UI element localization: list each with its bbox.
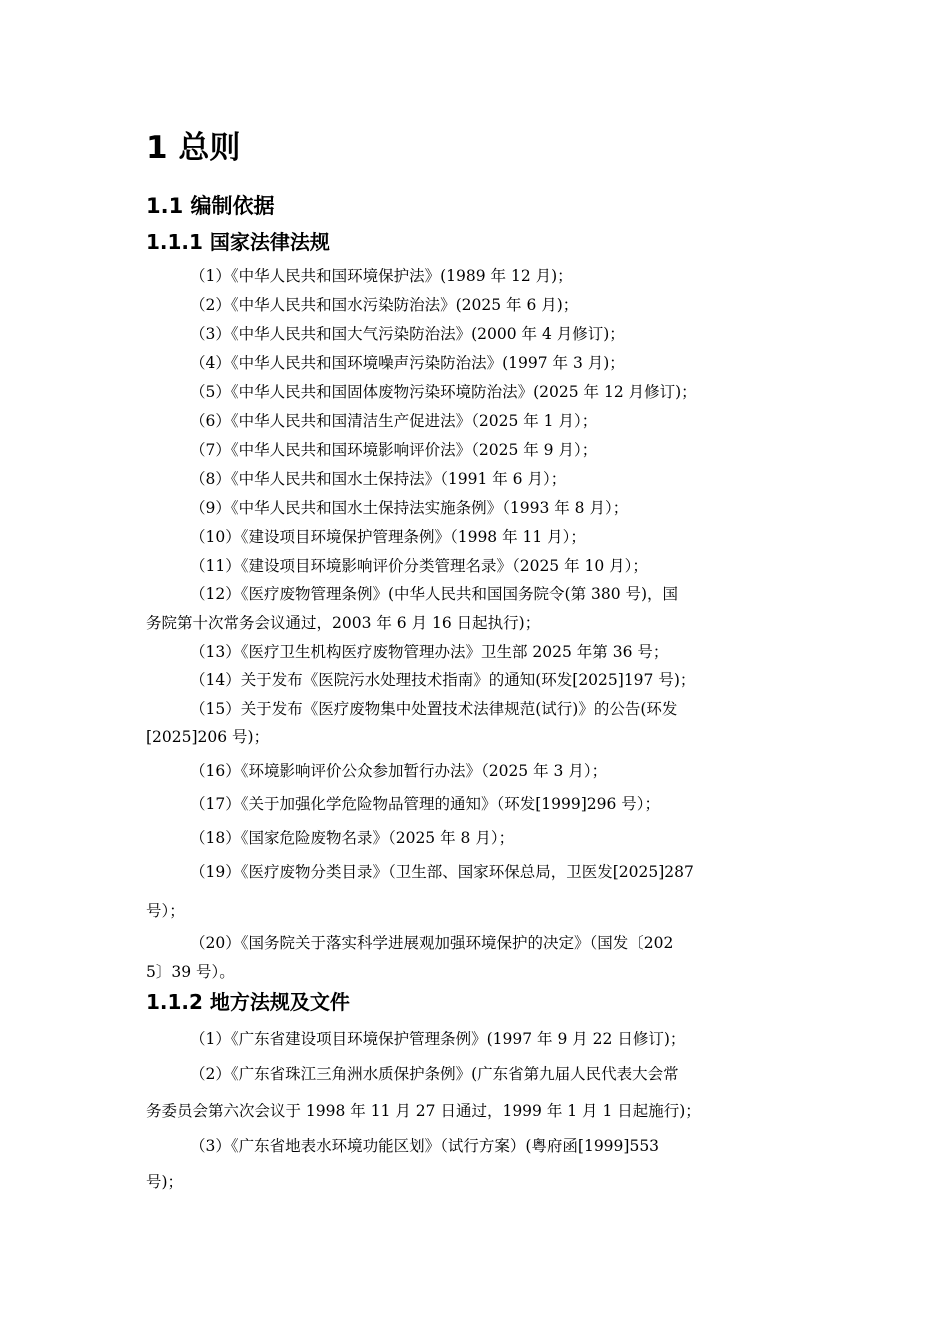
- list-item: （5）《中华人民共和国固体废物污染环境防治法》(2025 年 12 月修订)；: [190, 383, 697, 401]
- list-item: （2）《中华人民共和国水污染防治法》(2025 年 6 月)；: [190, 296, 579, 314]
- subsection-title-local: 1.1.2 地方法规及文件: [146, 990, 350, 1014]
- list-item: （20）《国务院关于落实科学进展观加强环境保护的决定》（国发〔202: [190, 934, 674, 952]
- subsection-title-national: 1.1.1 国家法律法规: [146, 230, 330, 254]
- list-item: （3）《中华人民共和国大气污染防治法》(2000 年 4 月修订)；: [190, 325, 625, 343]
- list-item-continuation: 务院第十次常务会议通过，2003 年 6 月 16 日起执行)；: [146, 614, 541, 632]
- list-item: （11）《建设项目环境影响评价分类管理名录》（2025 年 10 月）；: [190, 557, 648, 575]
- list-item-continuation: [2025]206 号)；: [146, 728, 270, 746]
- list-item: （1）《广东省建设项目环境保护管理条例》(1997 年 9 月 22 日修订)；: [190, 1030, 686, 1048]
- list-item: （13）《医疗卫生机构医疗废物管理办法》卫生部 2025 年第 36 号；: [190, 643, 669, 661]
- list-item: （8）《中华人民共和国水土保持法》（1991 年 6 月）；: [190, 470, 567, 488]
- list-item-continuation: 5〕39 号）。: [146, 963, 235, 981]
- list-item: （9）《中华人民共和国水土保持法实施条例》（1993 年 8 月）；: [190, 499, 629, 517]
- list-item-continuation: 号）；: [146, 902, 185, 920]
- list-item: （15）关于发布《医疗废物集中处置技术法律规范(试行)》的公告(环发: [190, 700, 678, 718]
- chapter-title: 1 总则: [146, 130, 241, 166]
- list-item-continuation: 务委员会第六次会议于 1998 年 11 月 27 日通过，1999 年 1 月 1 日起施行)；: [146, 1102, 701, 1120]
- list-item: （14）关于发布《医院污水处理技术指南》的通知(环发[2025]197 号)；: [190, 671, 696, 689]
- list-item: （19）《医疗废物分类目录》（卫生部、国家环保总局，卫医发[2025]287: [190, 863, 694, 881]
- list-item: （17）《关于加强化学危险物品管理的通知》（环发[1999]296 号）；: [190, 795, 661, 813]
- list-item: （10）《建设项目环境保护管理条例》（1998 年 11 月）；: [190, 528, 586, 546]
- list-item: （18）《国家危险废物名录》（2025 年 8 月）；: [190, 829, 515, 847]
- list-item: （6）《中华人民共和国清洁生产促进法》（2025 年 1 月）；: [190, 412, 598, 430]
- section-title: 1.1 编制依据: [146, 194, 275, 218]
- list-item: （4）《中华人民共和国环境噪声污染防治法》(1997 年 3 月)；: [190, 354, 625, 372]
- list-item-continuation: 号)；: [146, 1173, 184, 1191]
- list-item: （3）《广东省地表水环境功能区划》（试行方案）(粤府函[1999]553: [190, 1137, 660, 1155]
- list-item: （12）《医疗废物管理条例》(中华人民共和国国务院令(第 380 号)，国: [190, 585, 679, 603]
- list-item: （2）《广东省珠江三角洲水质保护条例》(广东省第九届人民代表大会常: [190, 1065, 679, 1083]
- list-item: （16）《环境影响评价公众参加暂行办法》（2025 年 3 月）；: [190, 762, 608, 780]
- list-item: （7）《中华人民共和国环境影响评价法》（2025 年 9 月）；: [190, 441, 598, 459]
- list-item: （1）《中华人民共和国环境保护法》(1989 年 12 月)；: [190, 267, 573, 285]
